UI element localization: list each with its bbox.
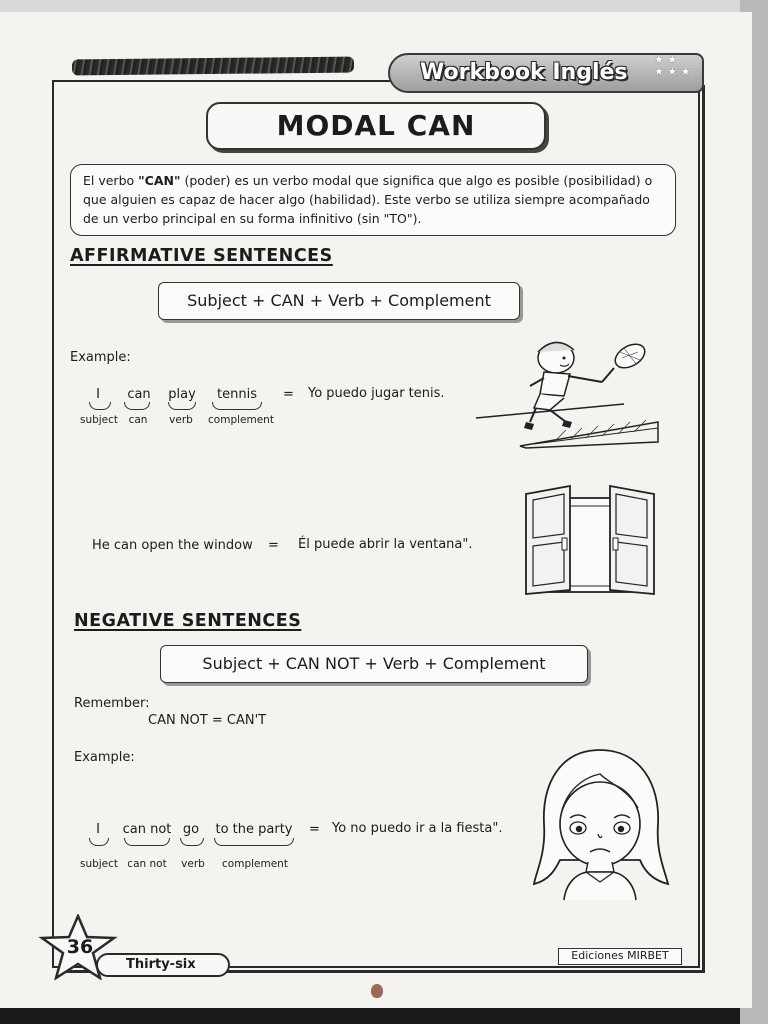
negative-heading: NEGATIVE SENTENCES — [74, 611, 302, 631]
translation: Yo no puedo ir a la fiesta". — [332, 821, 503, 836]
affirmative-formula: Subject + CAN + Verb + Complement — [158, 282, 520, 320]
underbrace — [124, 838, 170, 846]
underbrace — [168, 402, 196, 410]
intro-bold-can: "CAN" — [138, 173, 181, 188]
role-label: verb — [169, 414, 193, 426]
example-sentence: He can open the window — [92, 538, 253, 553]
intro-line-1 — [83, 171, 663, 190]
paper-stain — [371, 984, 383, 998]
page-number: 36 — [66, 936, 94, 958]
intro-text: El verbo — [83, 173, 139, 188]
underbrace — [124, 402, 150, 410]
equals-sign: = — [309, 822, 320, 837]
publisher-label: Ediciones MIRBET — [558, 948, 682, 965]
banner-stars: ★ ★ ★ ★ ★ — [654, 53, 691, 78]
role-label: complement — [222, 858, 288, 870]
example-word: tennis — [217, 387, 257, 402]
role-label: subject — [79, 858, 119, 870]
negative-formula: Subject + CAN NOT + Verb + Complement — [160, 645, 588, 683]
equals-sign: = — [268, 538, 279, 553]
remember-rule: CAN NOT = CAN'T — [148, 713, 267, 728]
intro-text: (poder) es un verbo modal que significa que algo es posible (posibilidad) o — [180, 173, 653, 188]
role-label: verb — [181, 858, 205, 870]
role-label: can — [128, 414, 148, 426]
example-word: to the party — [215, 822, 293, 837]
intro-line-3: de un verbo principal en su forma infinitivo (sin "TO"). — [83, 211, 422, 226]
sad-girl-illustration — [530, 744, 672, 902]
example-word: can not — [122, 822, 172, 837]
intro-box — [70, 164, 676, 236]
example-word: go — [182, 822, 200, 837]
page-title: MODAL CAN — [206, 102, 546, 150]
example-word: play — [168, 387, 196, 402]
scribbled-out-header — [72, 57, 354, 76]
role-label: complement — [208, 414, 274, 426]
affirmative-heading: AFFIRMATIVE SENTENCES — [70, 246, 333, 266]
example-word: I — [96, 822, 100, 837]
example-word: I — [96, 387, 100, 402]
example-label: Example: — [70, 350, 131, 365]
tennis-player-illustration — [474, 338, 662, 450]
translation: Él puede abrir la ventana". — [298, 537, 473, 552]
example-word: can — [127, 387, 151, 402]
banner-title: Workbook Inglés — [420, 60, 628, 85]
equals-sign: = — [283, 387, 294, 402]
open-window-illustration — [524, 484, 656, 596]
example-label: Example: — [74, 750, 135, 765]
role-label: can not — [127, 858, 167, 870]
role-label: subject — [79, 414, 119, 426]
underbrace — [214, 838, 294, 846]
underbrace — [212, 402, 262, 410]
translation: Yo puedo jugar tenis. — [308, 386, 445, 401]
page-number-words: Thirty-six — [96, 953, 230, 977]
remember-label: Remember: — [74, 696, 150, 711]
intro-line-2: que alguien es capaz de hacer algo (habilidad). Este verbo se utiliza siempre acompañado — [83, 192, 650, 207]
